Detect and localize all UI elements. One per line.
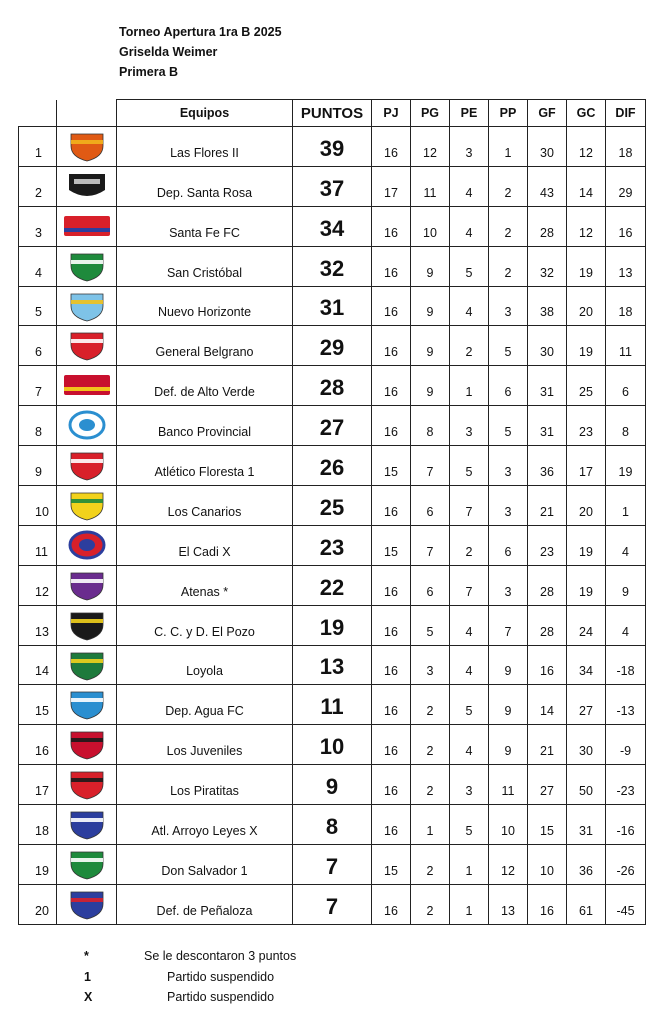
pp-cell: 1 bbox=[489, 127, 528, 167]
points-cell: 7 bbox=[293, 845, 372, 885]
header-pe: PE bbox=[450, 100, 489, 127]
pg-cell: 1 bbox=[411, 805, 450, 845]
shield-icon bbox=[62, 130, 112, 163]
standings-body bbox=[19, 127, 646, 925]
footnotes bbox=[84, 946, 296, 1008]
position-cell: 17 bbox=[19, 765, 57, 805]
pp-cell: 6 bbox=[489, 366, 528, 406]
pe-cell: 1 bbox=[450, 884, 489, 924]
points-cell: 26 bbox=[293, 446, 372, 486]
circle-icon bbox=[62, 529, 112, 562]
gc-cell: 30 bbox=[567, 725, 606, 765]
table-row bbox=[19, 525, 646, 565]
pg-cell: 3 bbox=[411, 645, 450, 685]
pg-cell: 8 bbox=[411, 406, 450, 446]
pe-cell: 3 bbox=[450, 765, 489, 805]
table-row bbox=[19, 486, 646, 526]
gf-cell: 36 bbox=[528, 446, 567, 486]
table-row bbox=[19, 406, 646, 446]
team-name-cell: Nuevo Horizonte bbox=[117, 286, 293, 326]
gc-cell: 31 bbox=[567, 805, 606, 845]
position-cell: 15 bbox=[19, 685, 57, 725]
points-cell: 31 bbox=[293, 286, 372, 326]
dif-cell: 1 bbox=[606, 486, 646, 526]
team-logo-cell bbox=[57, 326, 117, 366]
team-logo-cell bbox=[57, 406, 117, 446]
shield-icon bbox=[62, 848, 112, 881]
team-name-cell: C. C. y D. El Pozo bbox=[117, 605, 293, 645]
pj-cell: 16 bbox=[372, 366, 411, 406]
pg-cell: 2 bbox=[411, 725, 450, 765]
gf-cell: 31 bbox=[528, 406, 567, 446]
gf-cell: 38 bbox=[528, 286, 567, 326]
pp-cell: 2 bbox=[489, 166, 528, 206]
pj-cell: 16 bbox=[372, 565, 411, 605]
table-row bbox=[19, 366, 646, 406]
table-row bbox=[19, 326, 646, 366]
pj-cell: 17 bbox=[372, 166, 411, 206]
team-logo-cell bbox=[57, 845, 117, 885]
points-cell: 25 bbox=[293, 486, 372, 526]
gf-cell: 30 bbox=[528, 127, 567, 167]
pe-cell: 1 bbox=[450, 366, 489, 406]
pj-cell: 16 bbox=[372, 884, 411, 924]
dif-cell: 13 bbox=[606, 246, 646, 286]
dif-cell: -18 bbox=[606, 645, 646, 685]
team-logo-cell bbox=[57, 525, 117, 565]
gc-cell: 12 bbox=[567, 206, 606, 246]
pg-cell: 7 bbox=[411, 525, 450, 565]
pg-cell: 11 bbox=[411, 166, 450, 206]
team-logo-cell bbox=[57, 685, 117, 725]
pj-cell: 16 bbox=[372, 326, 411, 366]
team-name-cell: Dep. Agua FC bbox=[117, 685, 293, 725]
shield-icon bbox=[62, 609, 112, 642]
dif-cell: -45 bbox=[606, 884, 646, 924]
team-logo-cell bbox=[57, 446, 117, 486]
dif-cell: 6 bbox=[606, 366, 646, 406]
gf-cell: 28 bbox=[528, 565, 567, 605]
pe-cell: 4 bbox=[450, 206, 489, 246]
header-pp: PP bbox=[489, 100, 528, 127]
table-row bbox=[19, 206, 646, 246]
header-pg: PG bbox=[411, 100, 450, 127]
gf-cell: 21 bbox=[528, 486, 567, 526]
pj-cell: 15 bbox=[372, 525, 411, 565]
pg-cell: 9 bbox=[411, 246, 450, 286]
pg-cell: 9 bbox=[411, 366, 450, 406]
pg-cell: 2 bbox=[411, 765, 450, 805]
pp-cell: 2 bbox=[489, 206, 528, 246]
points-cell: 23 bbox=[293, 525, 372, 565]
pj-cell: 16 bbox=[372, 486, 411, 526]
pe-cell: 4 bbox=[450, 645, 489, 685]
dif-cell: 19 bbox=[606, 446, 646, 486]
table-row bbox=[19, 565, 646, 605]
footnote bbox=[84, 946, 296, 967]
pe-cell: 4 bbox=[450, 725, 489, 765]
document-header bbox=[119, 22, 282, 82]
dif-cell: -9 bbox=[606, 725, 646, 765]
team-name-cell: General Belgrano bbox=[117, 326, 293, 366]
gc-cell: 36 bbox=[567, 845, 606, 885]
team-name-cell: Atl. Arroyo Leyes X bbox=[117, 805, 293, 845]
points-cell: 28 bbox=[293, 366, 372, 406]
table-row bbox=[19, 605, 646, 645]
pp-cell: 7 bbox=[489, 605, 528, 645]
table-row bbox=[19, 127, 646, 167]
pe-cell: 5 bbox=[450, 805, 489, 845]
team-name-cell: Loyola bbox=[117, 645, 293, 685]
pj-cell: 16 bbox=[372, 645, 411, 685]
team-name-cell: Don Salvador 1 bbox=[117, 845, 293, 885]
points-cell: 10 bbox=[293, 725, 372, 765]
gf-cell: 43 bbox=[528, 166, 567, 206]
pp-cell: 5 bbox=[489, 406, 528, 446]
dif-cell: -13 bbox=[606, 685, 646, 725]
pe-cell: 4 bbox=[450, 286, 489, 326]
pp-cell: 10 bbox=[489, 805, 528, 845]
points-cell: 22 bbox=[293, 565, 372, 605]
table-row bbox=[19, 166, 646, 206]
team-logo-cell bbox=[57, 366, 117, 406]
pj-cell: 16 bbox=[372, 406, 411, 446]
header-team: Equipos bbox=[117, 100, 293, 127]
pe-cell: 5 bbox=[450, 446, 489, 486]
points-cell: 7 bbox=[293, 884, 372, 924]
pe-cell: 1 bbox=[450, 845, 489, 885]
shield-icon bbox=[62, 768, 112, 801]
pj-cell: 16 bbox=[372, 725, 411, 765]
header-pj: PJ bbox=[372, 100, 411, 127]
team-name-cell: El Cadi X bbox=[117, 525, 293, 565]
team-name-cell: Los Canarios bbox=[117, 486, 293, 526]
pp-cell: 13 bbox=[489, 884, 528, 924]
dif-cell: -23 bbox=[606, 765, 646, 805]
dif-cell: 4 bbox=[606, 605, 646, 645]
shield-icon bbox=[62, 688, 112, 721]
gc-cell: 50 bbox=[567, 765, 606, 805]
pp-cell: 3 bbox=[489, 286, 528, 326]
author-name: Griselda Weimer bbox=[119, 45, 218, 59]
position-cell: 19 bbox=[19, 845, 57, 885]
position-cell: 2 bbox=[19, 166, 57, 206]
points-cell: 19 bbox=[293, 605, 372, 645]
gc-cell: 20 bbox=[567, 286, 606, 326]
pj-cell: 16 bbox=[372, 765, 411, 805]
points-cell: 27 bbox=[293, 406, 372, 446]
shield-icon bbox=[62, 329, 112, 362]
pp-cell: 3 bbox=[489, 565, 528, 605]
header-row bbox=[19, 100, 646, 127]
standings-table bbox=[18, 99, 646, 925]
points-cell: 37 bbox=[293, 166, 372, 206]
position-cell: 6 bbox=[19, 326, 57, 366]
gf-cell: 15 bbox=[528, 805, 567, 845]
pj-cell: 16 bbox=[372, 685, 411, 725]
pg-cell: 6 bbox=[411, 486, 450, 526]
dif-cell: -26 bbox=[606, 845, 646, 885]
dif-cell: 8 bbox=[606, 406, 646, 446]
position-cell: 10 bbox=[19, 486, 57, 526]
position-cell: 13 bbox=[19, 605, 57, 645]
team-logo-cell bbox=[57, 206, 117, 246]
gf-cell: 27 bbox=[528, 765, 567, 805]
pe-cell: 7 bbox=[450, 486, 489, 526]
gc-cell: 19 bbox=[567, 525, 606, 565]
table-row bbox=[19, 805, 646, 845]
gf-cell: 28 bbox=[528, 605, 567, 645]
team-logo-cell bbox=[57, 286, 117, 326]
pe-cell: 5 bbox=[450, 685, 489, 725]
pe-cell: 3 bbox=[450, 127, 489, 167]
pg-cell: 7 bbox=[411, 446, 450, 486]
dif-cell: 18 bbox=[606, 286, 646, 326]
gf-cell: 23 bbox=[528, 525, 567, 565]
gc-cell: 19 bbox=[567, 565, 606, 605]
pg-cell: 12 bbox=[411, 127, 450, 167]
table-row bbox=[19, 246, 646, 286]
team-logo-cell bbox=[57, 246, 117, 286]
pg-cell: 10 bbox=[411, 206, 450, 246]
pp-cell: 12 bbox=[489, 845, 528, 885]
pj-cell: 16 bbox=[372, 605, 411, 645]
gf-cell: 28 bbox=[528, 206, 567, 246]
team-logo-cell bbox=[57, 725, 117, 765]
footnote-text: Partido suspendido bbox=[167, 990, 275, 1004]
points-cell: 39 bbox=[293, 127, 372, 167]
dif-cell: 4 bbox=[606, 525, 646, 565]
team-logo-cell bbox=[57, 645, 117, 685]
pg-cell: 9 bbox=[411, 286, 450, 326]
shield-icon bbox=[62, 449, 112, 482]
position-cell: 8 bbox=[19, 406, 57, 446]
header-blank-cell bbox=[57, 100, 117, 127]
gf-cell: 30 bbox=[528, 326, 567, 366]
footnote-text: Se le descontaron 3 puntos bbox=[144, 949, 297, 963]
team-name-cell: Los Juveniles bbox=[117, 725, 293, 765]
pp-cell: 5 bbox=[489, 326, 528, 366]
dif-cell: 18 bbox=[606, 127, 646, 167]
team-logo-cell bbox=[57, 486, 117, 526]
gf-cell: 16 bbox=[528, 645, 567, 685]
team-logo-cell bbox=[57, 605, 117, 645]
pp-cell: 3 bbox=[489, 486, 528, 526]
pe-cell: 4 bbox=[450, 166, 489, 206]
shield-icon bbox=[62, 250, 112, 283]
header-gc: GC bbox=[567, 100, 606, 127]
pj-cell: 16 bbox=[372, 206, 411, 246]
circle-icon bbox=[62, 409, 112, 442]
division-name: Primera B bbox=[119, 65, 179, 79]
pg-cell: 5 bbox=[411, 605, 450, 645]
pj-cell: 15 bbox=[372, 845, 411, 885]
table-row bbox=[19, 286, 646, 326]
gc-cell: 17 bbox=[567, 446, 606, 486]
gc-cell: 23 bbox=[567, 406, 606, 446]
pe-cell: 3 bbox=[450, 406, 489, 446]
team-name-cell: Santa Fe FC bbox=[117, 206, 293, 246]
pp-cell: 3 bbox=[489, 446, 528, 486]
position-cell: 20 bbox=[19, 884, 57, 924]
gc-cell: 61 bbox=[567, 884, 606, 924]
team-name-cell: Dep. Santa Rosa bbox=[117, 166, 293, 206]
team-name-cell: Las Flores II bbox=[117, 127, 293, 167]
team-name-cell: Def. de Alto Verde bbox=[117, 366, 293, 406]
position-cell: 7 bbox=[19, 366, 57, 406]
pe-cell: 2 bbox=[450, 525, 489, 565]
shield-icon bbox=[62, 489, 112, 522]
shield-icon bbox=[62, 569, 112, 602]
pg-cell: 2 bbox=[411, 685, 450, 725]
gc-cell: 14 bbox=[567, 166, 606, 206]
points-cell: 29 bbox=[293, 326, 372, 366]
gf-cell: 21 bbox=[528, 725, 567, 765]
pe-cell: 4 bbox=[450, 605, 489, 645]
header-points: PUNTOS bbox=[293, 100, 372, 127]
gc-cell: 34 bbox=[567, 645, 606, 685]
position-cell: 4 bbox=[19, 246, 57, 286]
position-cell: 16 bbox=[19, 725, 57, 765]
team-name-cell: Banco Provincial bbox=[117, 406, 293, 446]
gf-cell: 10 bbox=[528, 845, 567, 885]
pp-cell: 9 bbox=[489, 685, 528, 725]
footnote bbox=[84, 987, 296, 1008]
table-row bbox=[19, 765, 646, 805]
position-cell: 12 bbox=[19, 565, 57, 605]
footnote-mark: * bbox=[84, 949, 89, 963]
header-gf: GF bbox=[528, 100, 567, 127]
pp-cell: 6 bbox=[489, 525, 528, 565]
points-cell: 9 bbox=[293, 765, 372, 805]
position-cell: 14 bbox=[19, 645, 57, 685]
dif-cell: -16 bbox=[606, 805, 646, 845]
shield-icon bbox=[62, 808, 112, 841]
gc-cell: 19 bbox=[567, 246, 606, 286]
team-logo-cell bbox=[57, 166, 117, 206]
gc-cell: 12 bbox=[567, 127, 606, 167]
pp-cell: 9 bbox=[489, 645, 528, 685]
pp-cell: 11 bbox=[489, 765, 528, 805]
crest-icon bbox=[62, 170, 112, 203]
pg-cell: 6 bbox=[411, 565, 450, 605]
footnote-mark: X bbox=[84, 990, 93, 1004]
pp-cell: 9 bbox=[489, 725, 528, 765]
shield-icon bbox=[62, 728, 112, 761]
pj-cell: 16 bbox=[372, 127, 411, 167]
header-dif: DIF bbox=[606, 100, 646, 127]
table-row bbox=[19, 884, 646, 924]
footnote-mark: 1 bbox=[84, 969, 91, 984]
position-cell: 1 bbox=[19, 127, 57, 167]
points-cell: 13 bbox=[293, 645, 372, 685]
pj-cell: 16 bbox=[372, 286, 411, 326]
team-name-cell: Def. de Peñaloza bbox=[117, 884, 293, 924]
pe-cell: 5 bbox=[450, 246, 489, 286]
table-row bbox=[19, 446, 646, 486]
team-name-cell: Atlético Floresta 1 bbox=[117, 446, 293, 486]
shield-icon bbox=[62, 888, 112, 921]
gf-cell: 14 bbox=[528, 685, 567, 725]
gf-cell: 16 bbox=[528, 884, 567, 924]
table-row bbox=[19, 725, 646, 765]
pj-cell: 16 bbox=[372, 246, 411, 286]
pp-cell: 2 bbox=[489, 246, 528, 286]
position-cell: 18 bbox=[19, 805, 57, 845]
pg-cell: 9 bbox=[411, 326, 450, 366]
header-blank-cell bbox=[19, 100, 57, 127]
points-cell: 11 bbox=[293, 685, 372, 725]
pg-cell: 2 bbox=[411, 884, 450, 924]
tournament-title: Torneo Apertura 1ra B 2025 bbox=[119, 25, 282, 39]
team-logo-cell bbox=[57, 884, 117, 924]
team-name-cell: Atenas * bbox=[117, 565, 293, 605]
shield-icon bbox=[62, 290, 112, 323]
gf-cell: 31 bbox=[528, 366, 567, 406]
position-cell: 9 bbox=[19, 446, 57, 486]
position-cell: 3 bbox=[19, 206, 57, 246]
pg-cell: 2 bbox=[411, 845, 450, 885]
points-cell: 8 bbox=[293, 805, 372, 845]
gc-cell: 24 bbox=[567, 605, 606, 645]
team-logo-cell bbox=[57, 127, 117, 167]
team-name-cell: San Cristóbal bbox=[117, 246, 293, 286]
gf-cell: 32 bbox=[528, 246, 567, 286]
pj-cell: 15 bbox=[372, 446, 411, 486]
banner-icon bbox=[62, 210, 112, 243]
table-row bbox=[19, 845, 646, 885]
table-row bbox=[19, 645, 646, 685]
team-logo-cell bbox=[57, 765, 117, 805]
position-cell: 5 bbox=[19, 286, 57, 326]
team-name-cell: Los Piratitas bbox=[117, 765, 293, 805]
gc-cell: 25 bbox=[567, 366, 606, 406]
dif-cell: 11 bbox=[606, 326, 646, 366]
pe-cell: 7 bbox=[450, 565, 489, 605]
points-cell: 32 bbox=[293, 246, 372, 286]
footnote-text: Partido suspendido bbox=[167, 969, 275, 984]
table-row bbox=[19, 685, 646, 725]
shield-icon bbox=[62, 649, 112, 682]
footnote bbox=[84, 967, 296, 988]
pe-cell: 2 bbox=[450, 326, 489, 366]
dif-cell: 16 bbox=[606, 206, 646, 246]
dif-cell: 29 bbox=[606, 166, 646, 206]
gc-cell: 19 bbox=[567, 326, 606, 366]
team-logo-cell bbox=[57, 805, 117, 845]
dif-cell: 9 bbox=[606, 565, 646, 605]
banner-icon bbox=[62, 369, 112, 402]
points-cell: 34 bbox=[293, 206, 372, 246]
gc-cell: 27 bbox=[567, 685, 606, 725]
team-logo-cell bbox=[57, 565, 117, 605]
pj-cell: 16 bbox=[372, 805, 411, 845]
gc-cell: 20 bbox=[567, 486, 606, 526]
position-cell: 11 bbox=[19, 525, 57, 565]
